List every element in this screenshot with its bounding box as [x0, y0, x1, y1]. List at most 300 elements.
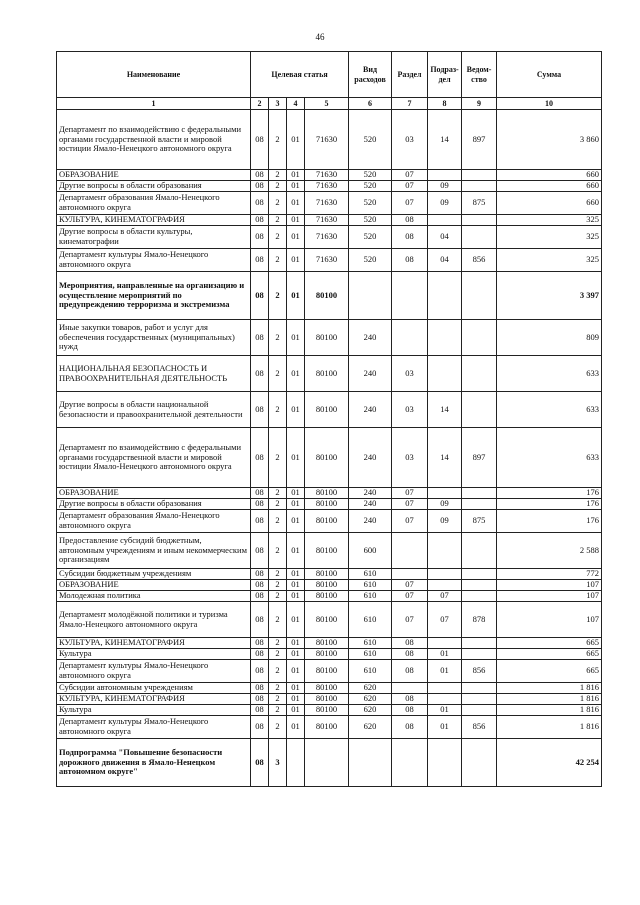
- target-code-a: 08: [251, 569, 269, 580]
- expense-type: 620: [349, 683, 392, 694]
- expense-type: 620: [349, 705, 392, 716]
- sum: 633: [497, 428, 602, 488]
- sum: 176: [497, 488, 602, 499]
- table-row: [57, 638, 602, 649]
- target-code-c: 01: [287, 602, 305, 638]
- target-code-b: 2: [269, 215, 287, 226]
- expense-type: 610: [349, 580, 392, 591]
- target-code-b: 2: [269, 320, 287, 356]
- expense-type: 610: [349, 602, 392, 638]
- department: [462, 580, 497, 591]
- column-number: 8: [428, 98, 462, 110]
- column-number: 3: [269, 98, 287, 110]
- sum: 772: [497, 569, 602, 580]
- section: 08: [392, 716, 428, 739]
- expense-type: 610: [349, 649, 392, 660]
- target-code-d: [305, 739, 349, 787]
- department: [462, 356, 497, 392]
- row-name: Культура: [57, 705, 251, 716]
- department: [462, 392, 497, 428]
- subsection: 14: [428, 110, 462, 170]
- section: 07: [392, 591, 428, 602]
- section: 08: [392, 249, 428, 272]
- department: [462, 320, 497, 356]
- target-code-a: 08: [251, 356, 269, 392]
- target-code-a: 08: [251, 533, 269, 569]
- target-code-b: 2: [269, 533, 287, 569]
- target-code-d: 80100: [305, 569, 349, 580]
- target-code-c: 01: [287, 226, 305, 249]
- section: 08: [392, 649, 428, 660]
- subsection: 07: [428, 602, 462, 638]
- target-code-a: 08: [251, 170, 269, 181]
- subsection: [428, 694, 462, 705]
- sum: 325: [497, 226, 602, 249]
- target-code-c: 01: [287, 110, 305, 170]
- table-row: [57, 705, 602, 716]
- department: [462, 739, 497, 787]
- target-code-b: 2: [269, 110, 287, 170]
- subsection: [428, 683, 462, 694]
- target-code-b: 3: [269, 739, 287, 787]
- target-code-b: 2: [269, 510, 287, 533]
- target-code-a: 08: [251, 580, 269, 591]
- section: 08: [392, 638, 428, 649]
- subsection: 01: [428, 716, 462, 739]
- sum: 665: [497, 649, 602, 660]
- target-code-c: 01: [287, 249, 305, 272]
- subsection: 09: [428, 499, 462, 510]
- section: [392, 320, 428, 356]
- table-row: [57, 660, 602, 683]
- header-target: Целевая статья: [251, 52, 349, 98]
- expense-type: 610: [349, 660, 392, 683]
- target-code-b: 2: [269, 488, 287, 499]
- target-code-c: 01: [287, 533, 305, 569]
- column-number: 7: [392, 98, 428, 110]
- target-code-a: 08: [251, 428, 269, 488]
- target-code-d: 80100: [305, 660, 349, 683]
- target-code-c: 01: [287, 683, 305, 694]
- expense-type: 520: [349, 170, 392, 181]
- expense-type: 240: [349, 488, 392, 499]
- expense-type: 240: [349, 320, 392, 356]
- table-row: [57, 392, 602, 428]
- header-row: [57, 52, 602, 98]
- table-row: [57, 533, 602, 569]
- column-number: 4: [287, 98, 305, 110]
- target-code-d: 80100: [305, 533, 349, 569]
- sum: 660: [497, 192, 602, 215]
- section: 07: [392, 602, 428, 638]
- subsection: [428, 356, 462, 392]
- department: [462, 170, 497, 181]
- expense-type: 240: [349, 428, 392, 488]
- column-number: 9: [462, 98, 497, 110]
- sum: 809: [497, 320, 602, 356]
- expense-type: 600: [349, 533, 392, 569]
- target-code-d: 80100: [305, 649, 349, 660]
- department: [462, 694, 497, 705]
- target-code-c: [287, 739, 305, 787]
- table-row: [57, 510, 602, 533]
- sum: 1 816: [497, 683, 602, 694]
- sum: 42 254: [497, 739, 602, 787]
- target-code-b: 2: [269, 499, 287, 510]
- row-name: Иные закупки товаров, работ и услуг для обеспечения государственных (муниципальных) нужд: [57, 320, 251, 356]
- sum: 665: [497, 660, 602, 683]
- target-code-d: 80100: [305, 683, 349, 694]
- department: [462, 705, 497, 716]
- table-row: [57, 192, 602, 215]
- target-code-d: 71630: [305, 110, 349, 170]
- target-code-c: 01: [287, 320, 305, 356]
- subsection: 04: [428, 249, 462, 272]
- target-code-a: 08: [251, 705, 269, 716]
- sum: 176: [497, 499, 602, 510]
- sum: 176: [497, 510, 602, 533]
- department: [462, 638, 497, 649]
- expense-type: 240: [349, 356, 392, 392]
- row-name: ОБРАЗОВАНИЕ: [57, 580, 251, 591]
- sum: 633: [497, 356, 602, 392]
- expense-type: 610: [349, 591, 392, 602]
- department: 897: [462, 110, 497, 170]
- target-code-b: 2: [269, 249, 287, 272]
- target-code-c: 01: [287, 638, 305, 649]
- target-code-d: 80100: [305, 272, 349, 320]
- target-code-c: 01: [287, 580, 305, 591]
- row-name: ОБРАЗОВАНИЕ: [57, 170, 251, 181]
- subsection: [428, 320, 462, 356]
- row-name: НАЦИОНАЛЬНАЯ БЕЗОПАСНОСТЬ И ПРАВООХРАНИТЕЛЬНАЯ ДЕЯТЕЛЬНОСТЬ: [57, 356, 251, 392]
- target-code-b: 2: [269, 683, 287, 694]
- target-code-d: 80100: [305, 510, 349, 533]
- target-code-a: 08: [251, 660, 269, 683]
- row-name: Департамент молодёжной политики и туризма Ямало-Ненецкого автономного округа: [57, 602, 251, 638]
- subsection: [428, 580, 462, 591]
- subsection: 07: [428, 591, 462, 602]
- section: [392, 533, 428, 569]
- target-code-c: 01: [287, 569, 305, 580]
- row-name: Другие вопросы в области образования: [57, 499, 251, 510]
- column-number: 6: [349, 98, 392, 110]
- target-code-b: 2: [269, 660, 287, 683]
- department: [462, 181, 497, 192]
- expense-type: 610: [349, 569, 392, 580]
- sum: 107: [497, 602, 602, 638]
- sum: 1 816: [497, 694, 602, 705]
- expense-type: 620: [349, 716, 392, 739]
- target-code-d: 80100: [305, 638, 349, 649]
- sum: 2 588: [497, 533, 602, 569]
- table-row: [57, 591, 602, 602]
- target-code-d: 80100: [305, 392, 349, 428]
- header-department: Ведом-ство: [462, 52, 497, 98]
- expense-type: 520: [349, 192, 392, 215]
- target-code-b: 2: [269, 602, 287, 638]
- section: 03: [392, 356, 428, 392]
- row-name: Субсидии бюджетным учреждениям: [57, 569, 251, 580]
- section: 03: [392, 392, 428, 428]
- row-name: Департамент культуры Ямало-Ненецкого автономного округа: [57, 249, 251, 272]
- section: 07: [392, 499, 428, 510]
- target-code-d: 80100: [305, 428, 349, 488]
- subsection: [428, 170, 462, 181]
- target-code-a: 08: [251, 226, 269, 249]
- sum: 3 860: [497, 110, 602, 170]
- subsection: [428, 533, 462, 569]
- expense-type: 620: [349, 694, 392, 705]
- department: [462, 499, 497, 510]
- column-number: 5: [305, 98, 349, 110]
- target-code-a: 08: [251, 249, 269, 272]
- target-code-a: 08: [251, 192, 269, 215]
- table-row: [57, 602, 602, 638]
- target-code-b: 2: [269, 272, 287, 320]
- section: 07: [392, 170, 428, 181]
- row-name: Другие вопросы в области культуры, кинематографии: [57, 226, 251, 249]
- header-sum: Сумма: [497, 52, 602, 98]
- subsection: [428, 739, 462, 787]
- target-code-c: 01: [287, 488, 305, 499]
- row-name: Субсидии автономным учреждениям: [57, 683, 251, 694]
- sum: 1 816: [497, 716, 602, 739]
- target-code-c: 01: [287, 591, 305, 602]
- subsection: 14: [428, 428, 462, 488]
- expense-type: 240: [349, 392, 392, 428]
- budget-table: [56, 51, 602, 787]
- section: [392, 569, 428, 580]
- target-code-c: 01: [287, 215, 305, 226]
- department: [462, 569, 497, 580]
- expense-type: 240: [349, 499, 392, 510]
- table-row: [57, 499, 602, 510]
- row-name: Мероприятия, направленные на организацию и осуществление мероприятий по предупреждению терроризма и экстремизма: [57, 272, 251, 320]
- sum: 633: [497, 392, 602, 428]
- target-code-a: 08: [251, 602, 269, 638]
- target-code-b: 2: [269, 428, 287, 488]
- target-code-d: 80100: [305, 580, 349, 591]
- target-code-c: 01: [287, 660, 305, 683]
- department: [462, 683, 497, 694]
- subsection: 01: [428, 660, 462, 683]
- department: [462, 488, 497, 499]
- header-section: Раздел: [392, 52, 428, 98]
- target-code-c: 01: [287, 499, 305, 510]
- table-row: [57, 226, 602, 249]
- subsection: 01: [428, 705, 462, 716]
- target-code-c: 01: [287, 716, 305, 739]
- target-code-b: 2: [269, 226, 287, 249]
- target-code-a: 08: [251, 683, 269, 694]
- target-code-b: 2: [269, 170, 287, 181]
- expense-type: 520: [349, 226, 392, 249]
- table-row: [57, 272, 602, 320]
- section: 08: [392, 694, 428, 705]
- target-code-a: 08: [251, 649, 269, 660]
- department: 856: [462, 249, 497, 272]
- subsection: [428, 638, 462, 649]
- section: [392, 272, 428, 320]
- target-code-c: 01: [287, 694, 305, 705]
- expense-type: 610: [349, 638, 392, 649]
- row-name: Культура: [57, 649, 251, 660]
- row-name: КУЛЬТУРА, КИНЕМАТОГРАФИЯ: [57, 694, 251, 705]
- target-code-a: 08: [251, 591, 269, 602]
- target-code-d: 80100: [305, 716, 349, 739]
- department: [462, 272, 497, 320]
- row-name: КУЛЬТУРА, КИНЕМАТОГРАФИЯ: [57, 215, 251, 226]
- table-row: [57, 580, 602, 591]
- section: 07: [392, 580, 428, 591]
- target-code-b: 2: [269, 181, 287, 192]
- target-code-a: 08: [251, 488, 269, 499]
- target-code-a: 08: [251, 694, 269, 705]
- department: [462, 649, 497, 660]
- target-code-b: 2: [269, 569, 287, 580]
- target-code-d: 80100: [305, 320, 349, 356]
- table-row: [57, 170, 602, 181]
- target-code-c: 01: [287, 181, 305, 192]
- subsection: 01: [428, 649, 462, 660]
- table-row: [57, 110, 602, 170]
- row-name: Департамент образования Ямало-Ненецкого автономного округа: [57, 510, 251, 533]
- target-code-c: 01: [287, 510, 305, 533]
- target-code-b: 2: [269, 392, 287, 428]
- row-name: ОБРАЗОВАНИЕ: [57, 488, 251, 499]
- target-code-a: 08: [251, 638, 269, 649]
- target-code-d: 80100: [305, 602, 349, 638]
- target-code-b: 2: [269, 649, 287, 660]
- row-name: Другие вопросы в области образования: [57, 181, 251, 192]
- sum: 1 816: [497, 705, 602, 716]
- table-row: [57, 569, 602, 580]
- target-code-d: 71630: [305, 249, 349, 272]
- department: 856: [462, 716, 497, 739]
- table-row: [57, 683, 602, 694]
- target-code-b: 2: [269, 580, 287, 591]
- column-number: 1: [57, 98, 251, 110]
- sum: 3 397: [497, 272, 602, 320]
- section: 08: [392, 705, 428, 716]
- table-row: [57, 716, 602, 739]
- target-code-b: 2: [269, 694, 287, 705]
- section: 08: [392, 215, 428, 226]
- row-name: Подпрограмма "Повышение безопасности дорожного движения в Ямало-Ненецком автономном округе": [57, 739, 251, 787]
- row-name: Департамент по взаимодействию с федеральными органами государственной власти и мировой юстиции Ямало-Ненецкого автономного округа: [57, 428, 251, 488]
- sum: 660: [497, 170, 602, 181]
- row-name: Департамент образования Ямало-Ненецкого автономного округа: [57, 192, 251, 215]
- sum: 107: [497, 580, 602, 591]
- expense-type: 520: [349, 215, 392, 226]
- row-name: Молодежная политика: [57, 591, 251, 602]
- table-row: [57, 488, 602, 499]
- expense-type: 520: [349, 249, 392, 272]
- column-number: 10: [497, 98, 602, 110]
- target-code-d: 80100: [305, 488, 349, 499]
- target-code-a: 08: [251, 739, 269, 787]
- target-code-d: 80100: [305, 694, 349, 705]
- table-row: [57, 215, 602, 226]
- table-row: [57, 428, 602, 488]
- section: 08: [392, 660, 428, 683]
- subsection: 09: [428, 510, 462, 533]
- sum: 325: [497, 249, 602, 272]
- subsection: [428, 272, 462, 320]
- target-code-d: 71630: [305, 192, 349, 215]
- target-code-b: 2: [269, 716, 287, 739]
- header-subsection: Подраз-дел: [428, 52, 462, 98]
- subsection: 04: [428, 226, 462, 249]
- sum: 325: [497, 215, 602, 226]
- subsection: 14: [428, 392, 462, 428]
- target-code-c: 01: [287, 705, 305, 716]
- target-code-d: 80100: [305, 591, 349, 602]
- expense-type: 520: [349, 181, 392, 192]
- target-code-d: 71630: [305, 215, 349, 226]
- target-code-c: 01: [287, 428, 305, 488]
- sum: 107: [497, 591, 602, 602]
- target-code-b: 2: [269, 356, 287, 392]
- table-row: [57, 739, 602, 787]
- section: 07: [392, 488, 428, 499]
- target-code-a: 08: [251, 392, 269, 428]
- row-name: Другие вопросы в области национальной безопасности и правоохранительной деятельности: [57, 392, 251, 428]
- target-code-c: 01: [287, 649, 305, 660]
- table-row: [57, 694, 602, 705]
- target-code-a: 08: [251, 716, 269, 739]
- table-row: [57, 356, 602, 392]
- expense-type: [349, 739, 392, 787]
- row-name: Департамент культуры Ямало-Ненецкого автономного округа: [57, 716, 251, 739]
- table-body: [57, 110, 602, 787]
- target-code-d: 71630: [305, 170, 349, 181]
- department: 897: [462, 428, 497, 488]
- expense-type: 240: [349, 510, 392, 533]
- target-code-d: 80100: [305, 499, 349, 510]
- page-number: 46: [315, 32, 325, 42]
- expense-type: [349, 272, 392, 320]
- department: [462, 533, 497, 569]
- column-number: 2: [251, 98, 269, 110]
- target-code-a: 08: [251, 110, 269, 170]
- section: 07: [392, 181, 428, 192]
- row-name: Предоставление субсидий бюджетным, автономным учреждениям и иным некоммерческим организациям: [57, 533, 251, 569]
- table-row: [57, 249, 602, 272]
- department: 856: [462, 660, 497, 683]
- target-code-c: 01: [287, 392, 305, 428]
- row-name: КУЛЬТУРА, КИНЕМАТОГРАФИЯ: [57, 638, 251, 649]
- section: 03: [392, 110, 428, 170]
- header-expense-type: Вид расходов: [349, 52, 392, 98]
- sum: 660: [497, 181, 602, 192]
- target-code-c: 01: [287, 272, 305, 320]
- target-code-b: 2: [269, 705, 287, 716]
- section: [392, 739, 428, 787]
- subsection: [428, 488, 462, 499]
- section: 07: [392, 510, 428, 533]
- column-number-row: [57, 98, 602, 110]
- target-code-a: 08: [251, 499, 269, 510]
- row-name: Департамент по взаимодействию с федеральными органами государственной власти и мировой юстиции Ямало-Ненецкого автономного округа: [57, 110, 251, 170]
- section: 08: [392, 226, 428, 249]
- subsection: [428, 569, 462, 580]
- target-code-d: 80100: [305, 705, 349, 716]
- target-code-a: 08: [251, 215, 269, 226]
- sum: 665: [497, 638, 602, 649]
- target-code-d: 80100: [305, 356, 349, 392]
